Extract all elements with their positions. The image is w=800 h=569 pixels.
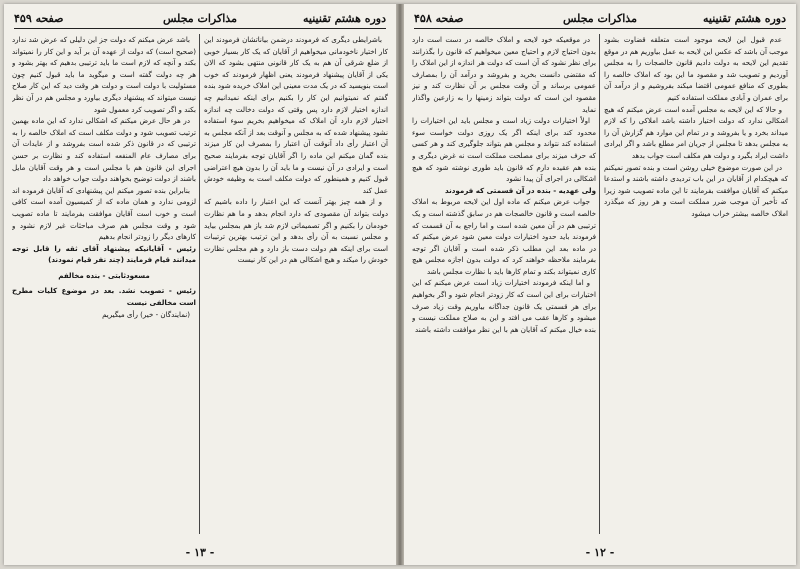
paragraph: در هر حال عرض میکنم که اشکالی ندارد که این ماده بهمین ترتیب تصویب شود و دولت مکلف است که املاک خالصه را به ترتیبی که در قانون ذکر شده است بفروشد و از عایدات آن برای مصارف عام المنفعه استفاده کند و نظارت بر حسن اجرای این قانون هم با مجلس است و هر وقت آقایان مایل باشند از دولت توضیح بخواهند دولت جواب خواهد داد [12,116,196,184]
paragraph: و از همه چیز بهتر آنست که این اعتبار را داده باشیم که دولت بتواند آن مقصودی که دارد انجام بدهد و ما هم نظارت خودمان را بکنیم و اگر تصمیماتی لازم شد باز هم بمجلس بیاید و مجلس نسبت به آن رأی بدهد و این ترتیب بهترین ترتیبات است برای اینکه هم دولت دست باز دارد و هم مجلس نظارت خودش را میکند و هیچ اشکالی هم در این کار نیست [204,197,388,265]
speaker-text: تصویب نشد. بعد در موضوع کلیات مطرح است مخالفی نیست [12,286,196,308]
paragraph: بنابراین بنده تصور میکنم این پیشنهادی که آقایان فرموده اند لزومی ندارد و همان ماده که از کمیسیون آمده است کافی است و خوب است آقایان موافقت بفرمایند تا ماده تصویب شود و وقت مجلس هم صرف مباحثات غیر لازم نشود و کارهای دیگر را زودتر انجام بدهیم [12,185,196,242]
speaker-line [12,309,196,321]
left-page-session: دوره هشتم تقنینیه [303,12,386,25]
speaker-text: (نمایندگان - خیر) رأی میگیریم [102,309,190,319]
column-divider [199,34,200,534]
right-page-number-label: صفحه ۴۵۸ [414,12,464,25]
paragraph: باشرایطی دیگری که فرمودند درضمن بیاناتشان فرمودند این کار اختیار ناخودمانی میخواهیم از آقایان که یک کار بسیار خوبی از ضلع شرقی آن هم به یک کار قانونی منتهی بشود که الان یکی از آقایان پیشنهاد فرمودند یعنی اظهار فرمودند که خوب است بنویسید که در یک مدت معینی این املاک خریده شود بنده گفتم که نمیتوانیم این کار را بکنیم برای اینکه نمیدانیم چه اندازه اختیار لازم دارد پس وقتی که دولت دخالت چه اندازه اختیار لازم دارد آن املاک که میخواهیم بخریم سوء استفاده نشود پیشنهاد شده که به مجلس و آنوقت بعد از آنکه مجلس به آن اعتبار رأی داد آنوقت آن اعتبار را بمصرف این کار میزند بنده گمان میکنم این ماده را اگر آقایان توجه بفرمایند صحیح است و ایرادی در آن نیست و ما باید آن را بدون هیچ اعتراضی قبول کنیم و همینطور که دولت مکلف است به وظیفه خودش عمل کند [204,35,388,195]
paragraph: و حالا که این لایحه به مجلس آمده است عرض میکنم که هیچ اشکالی ندارد که دولت اختیار داشته باشد املاکی را که لازم میداند بخرد و یا بفروشد و در تمام این موارد هم گزارش آن را به مجلس بدهد تا مجلس از جریان امر مطلع باشد و اگر ایرادی داشت ایراد بگیرد و دولت هم مکلف است جواب بدهد [604,104,788,160]
column-divider [599,34,600,534]
paragraph: جواب عرض میکنم که ماده اول این لایحه مربوط به املاک خالصه است و قانون خالصجات هم در سابق گذشته است و یک ترتیبی هم در آن معین شده است و اما راجع به آن قسمت که فرمودند باید حدود اختیارات دولت معین شود عرض میکنم که در ماده بعد این مطلب ذکر شده است و آقایان اگر توجه بفرمایند ملاحظه خواهند کرد که دولت بدون اجازه مجلس هیچ کاری نمیتواند بکند و تمام کارها باید با نظارت مجلس باشد [412,197,596,276]
paragraph: باشد عرض میکنم که دولت جز این دلیلی که عرض شد ندارد (صحیح است) که دولت از عهده آن بر آید و این کار را نمیتواند بکند و آنچه که لازم است ما باید ترتیبی بدهیم که بهتر بشود و هر چه دولت گفته است و میگوید ما باید قبول کنیم چون مسئولیت با دولت است و دولت هر وقت دید که این کار صلاح نیست میتواند که پیشنهاد دیگری بیاورد و مجلس هم در آن نظر بکند و اگر تصویب کرد معمول شود [12,35,196,114]
speaker-name: رئیس [176,243,196,253]
right-page [404,4,796,565]
speaker-text: آقایانیکه پیشنهاد آقای ثقه را قابل توجه میدانند قیام فرمایند (چند نفر قیام نمودند) [12,243,196,265]
paragraph: عدم قبول این لایحه موجود است متعلقه قضاوت بشود موجب آن باشد که عکس این لایحه به عمل بیاوریم هم در موقع تقدیم این لایحه به دولت دادیم قانون خالصجات را به مجلس آوردیم و تصویب شد و مقصود ما این بود که املاک خالصه را بطوری که منافع عمومی اقتضا میکند بفروشیم و از درآمد آن برای عمران و آبادی مملکت استفاده کنیم [604,35,788,102]
right-page-title: مذاکرات مجلس [563,12,637,25]
speaker-line: رئیس - تصویب نشد. بعد در موضوع کلیات مطرح است مخالفی نیست [12,286,196,308]
right-page-session: دوره هشتم تقنینیه [703,12,786,25]
left-page-header [14,10,386,29]
left-page-left-column [12,34,196,534]
paragraph: و اما اینکه فرمودند اختیارات زیاد است عرض میکنم که این اختیارات برای این است که کار زودتر انجام شود و اگر بخواهیم برای هر قسمتی یک قانون جداگانه بیاوریم وقت زیاد صرف میشود و کارها عقب می افتد و این به صلاح مملکت نیست و بنده خیال میکنم که آقایان هم با این نظر موافقت داشته باشند [412,278,596,334]
paragraph: در موقعیکه خود لایحه و املاک خالصه در دست است دارد بدون احتیاج لازم و احتیاج معین میخواهیم که قانون را بگذرانند برای نظر نشود که آن است که دولت هر اندازه از این املاک را که مقتضی دانست بخرید و بفروشد و درآمد آن را بمصارف عمومی برساند و آن وقت مجلس بر آن نظارت کند و نیز مقصود این است که دولت بتواند زمینها را به زارعین واگذار نماید [412,35,596,114]
left-page-right-column [204,34,388,534]
right-page-left-column [412,34,596,534]
document-spread [4,4,796,565]
left-page [4,4,396,565]
paragraph: در این صورت موضوع خیلی روشن است و بنده تصور نمیکنم که هیچکدام از آقایان در این باب تردیدی داشته باشند و استدعا میکنم که آقایان موافقت بفرمایند تا این ماده تصویب شود زیرا که تأخیر آن موجب ضرر مملکت است و هر روز که میگذرد املاک خالصه بیشتر خراب میشود [604,162,788,218]
left-page-footer-number: - ۱۳ - [185,546,215,559]
speaker-name: رئیس [176,286,196,296]
book-gutter [396,4,404,565]
speaker-line: مسعودثابتی - بنده مخالفم [58,270,150,280]
right-page-right-column [604,34,788,534]
speaker-name: مسعودثابتی [107,270,150,280]
paragraph: اولاً اختیارات دولت زیاد است و مجلس باید این اختیارات را محدود کند برای اینکه اگر یک روزی دولت خواست سوء استفاده کند نتواند و مجلس هم بتواند جلوگیری کند و هر کسی که حرف میزند برای مصلحت مملکت است نه غرض دیگری و بنده هم عقیده دارم که قانون باید طوری نوشته شود که هیچ اشکالی در اجرای آن پیدا نشود [412,116,596,184]
speaker-text: بنده مخالفم [58,270,101,280]
right-page-header [414,10,786,29]
speaker-line: ولی عهدیه - بنده در آن قسمتی که فرمودند [444,185,596,195]
left-page-title: مذاکرات مجلس [163,12,237,25]
left-page-number-label: صفحه ۴۵۹ [14,12,64,25]
speaker-line: رئیس - آقایانیکه پیشنهاد آقای ثقه را قابل توجه میدانند قیام فرمایند (چند نفر قیام نمودند) [12,243,196,265]
right-page-footer-number: - ۱۲ - [585,546,615,559]
